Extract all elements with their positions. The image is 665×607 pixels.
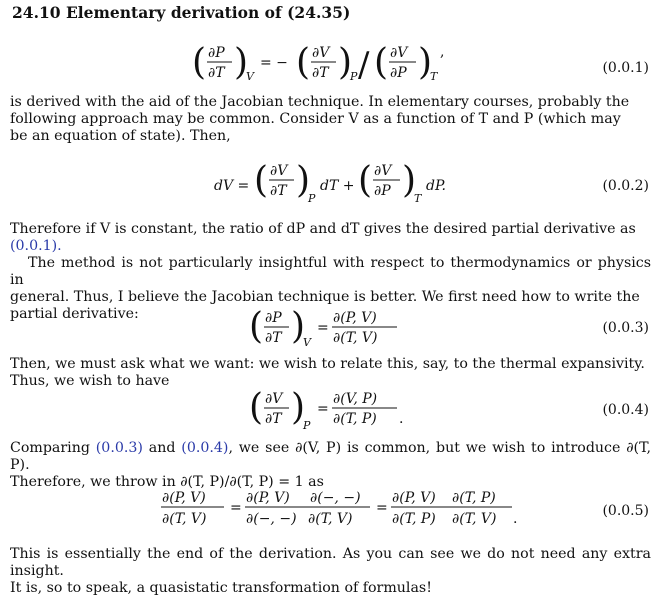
text-line bbox=[10, 440, 651, 474]
equation-0-0-4 bbox=[247, 387, 427, 433]
equation-reference-link[interactable]: (0.0.1). bbox=[10, 238, 62, 254]
section-title: Elementary derivation of (24.35) bbox=[65, 3, 351, 22]
text-line: The method is not particularly insightful with respect to thermodynamics or physics in bbox=[10, 255, 651, 288]
numerator-dP: ∂P bbox=[208, 45, 225, 61]
paren-close: ) bbox=[291, 306, 306, 347]
numerator-dV: ∂V bbox=[390, 45, 408, 61]
equation-reference-link[interactable]: (0.0.4) bbox=[181, 440, 229, 456]
trailing-comma: , bbox=[440, 44, 445, 60]
denominator-dT: ∂T bbox=[312, 65, 329, 81]
lhs-dV: dV = bbox=[214, 178, 250, 194]
equation-number: (0.0.3) bbox=[602, 320, 649, 336]
equals: = bbox=[317, 320, 329, 336]
paren-close: ) bbox=[234, 42, 249, 83]
equation-number: (0.0.5) bbox=[602, 503, 649, 519]
jacobian-TP: ∂(T, P) bbox=[333, 411, 377, 427]
text-line: general. Thus, I believe the Jacobian technique is better. We first need how to write the bbox=[10, 289, 640, 305]
dP-end: dP. bbox=[426, 178, 446, 194]
paren-open: ( bbox=[358, 160, 373, 201]
equation-number: (0.0.4) bbox=[602, 402, 649, 418]
numerator-dV: ∂V bbox=[270, 163, 288, 179]
text-line: Thus, we wish to have bbox=[10, 373, 170, 389]
equation-0-0-3 bbox=[247, 306, 427, 352]
jacobian-TV: ∂(T, V) bbox=[308, 511, 353, 527]
subscript-P: P bbox=[303, 419, 311, 432]
numerator-dP: ∂P bbox=[265, 310, 282, 326]
paren-open: ( bbox=[374, 42, 389, 83]
denominator-dT: ∂T bbox=[265, 411, 282, 427]
text-run: Comparing bbox=[10, 440, 96, 456]
paren-open: ( bbox=[249, 306, 264, 347]
subscript-T: T bbox=[430, 70, 438, 83]
equals: = bbox=[317, 401, 329, 417]
equals-minus: = − bbox=[260, 55, 288, 71]
jacobian-TP: ∂(T, P) bbox=[392, 511, 436, 527]
text-line: It is, so to speak, a quasistatic transformation of formulas! bbox=[10, 580, 432, 596]
paren-close: ) bbox=[338, 42, 353, 83]
subscript-P: P bbox=[308, 192, 316, 205]
jacobian-PV: ∂(P, V) bbox=[392, 490, 436, 506]
text-run: , we see ∂(V, P) is common, but we wish to introduce ∂(T, P). bbox=[10, 440, 651, 473]
jacobian-dash: ∂(−, −) bbox=[310, 490, 361, 506]
equation-reference-link[interactable]: (0.0.3) bbox=[95, 440, 143, 456]
trailing-period: . bbox=[513, 511, 518, 527]
paren-close: ) bbox=[418, 42, 433, 83]
text-line: partial derivative: bbox=[10, 306, 139, 322]
text-line: be an equation of state). Then, bbox=[10, 128, 231, 144]
denominator-dP: ∂P bbox=[374, 183, 391, 199]
equation-number: (0.0.1) bbox=[602, 60, 649, 76]
subscript-V: V bbox=[303, 336, 311, 349]
paragraph bbox=[10, 546, 651, 597]
equation-0-0-1 bbox=[190, 40, 470, 90]
equals: = bbox=[376, 500, 388, 516]
text-line: Therefore if V is constant, the ratio of dP and dT gives the desired partial derivative as bbox=[10, 221, 636, 237]
subscript-P: P bbox=[350, 70, 358, 83]
text-line: Therefore, we throw in ∂(T, P)/∂(T, P) = 1 as bbox=[10, 474, 324, 490]
equation-0-0-5 bbox=[160, 486, 520, 532]
subscript-V: V bbox=[246, 70, 254, 83]
paren-open: ( bbox=[254, 160, 269, 201]
text-line: This is essentially the end of the derivation. As you can see we do not need any extra insight. bbox=[10, 546, 651, 579]
jacobian-VP: ∂(V, P) bbox=[333, 391, 378, 407]
paren-open: ( bbox=[192, 42, 207, 83]
jacobian-TV: ∂(T, V) bbox=[333, 330, 378, 346]
paren-open: ( bbox=[296, 42, 311, 83]
numerator-dV: ∂V bbox=[312, 45, 330, 61]
jacobian-TV: ∂(T, V) bbox=[162, 511, 207, 527]
text-line: is derived with the aid of the Jacobian technique. In elementary courses, probably the bbox=[10, 94, 630, 110]
section-number: 24.10 bbox=[12, 3, 61, 22]
denominator-dT: ∂T bbox=[208, 65, 225, 81]
division-slash: / bbox=[358, 45, 370, 85]
denominator-dT: ∂T bbox=[270, 183, 287, 199]
text-line: Then, we must ask what we want: we wish to relate this, say, to the thermal expansivity. bbox=[10, 356, 645, 372]
numerator-dV: ∂V bbox=[265, 391, 283, 407]
text-line: following approach may be common. Consider V as a function of T and P (which may bbox=[10, 111, 621, 127]
paren-close: ) bbox=[296, 160, 311, 201]
jacobian-TP: ∂(T, P) bbox=[452, 490, 496, 506]
jacobian-PV: ∂(P, V) bbox=[246, 490, 290, 506]
text-run: and bbox=[142, 440, 182, 456]
jacobian-PV: ∂(P, V) bbox=[162, 490, 206, 506]
subscript-T: T bbox=[414, 192, 422, 205]
paren-close: ) bbox=[402, 160, 417, 201]
equation-number: (0.0.2) bbox=[602, 178, 649, 194]
paren-open: ( bbox=[249, 387, 264, 428]
section-heading bbox=[12, 4, 350, 23]
paragraph bbox=[10, 356, 651, 390]
trailing-period: . bbox=[399, 411, 404, 427]
equation-0-0-2 bbox=[212, 158, 472, 208]
denominator-dP: ∂P bbox=[390, 65, 407, 81]
paragraph bbox=[10, 94, 651, 145]
jacobian-PV: ∂(P, V) bbox=[333, 310, 377, 326]
jacobian-dash: ∂(−, −) bbox=[246, 511, 297, 527]
dT-plus: dT + bbox=[320, 178, 355, 194]
paragraph bbox=[10, 221, 651, 255]
equals: = bbox=[230, 500, 242, 516]
jacobian-TV: ∂(T, V) bbox=[452, 511, 497, 527]
denominator-dT: ∂T bbox=[265, 330, 282, 346]
paragraph bbox=[10, 440, 651, 491]
numerator-dV: ∂V bbox=[374, 163, 392, 179]
paren-close: ) bbox=[291, 387, 306, 428]
